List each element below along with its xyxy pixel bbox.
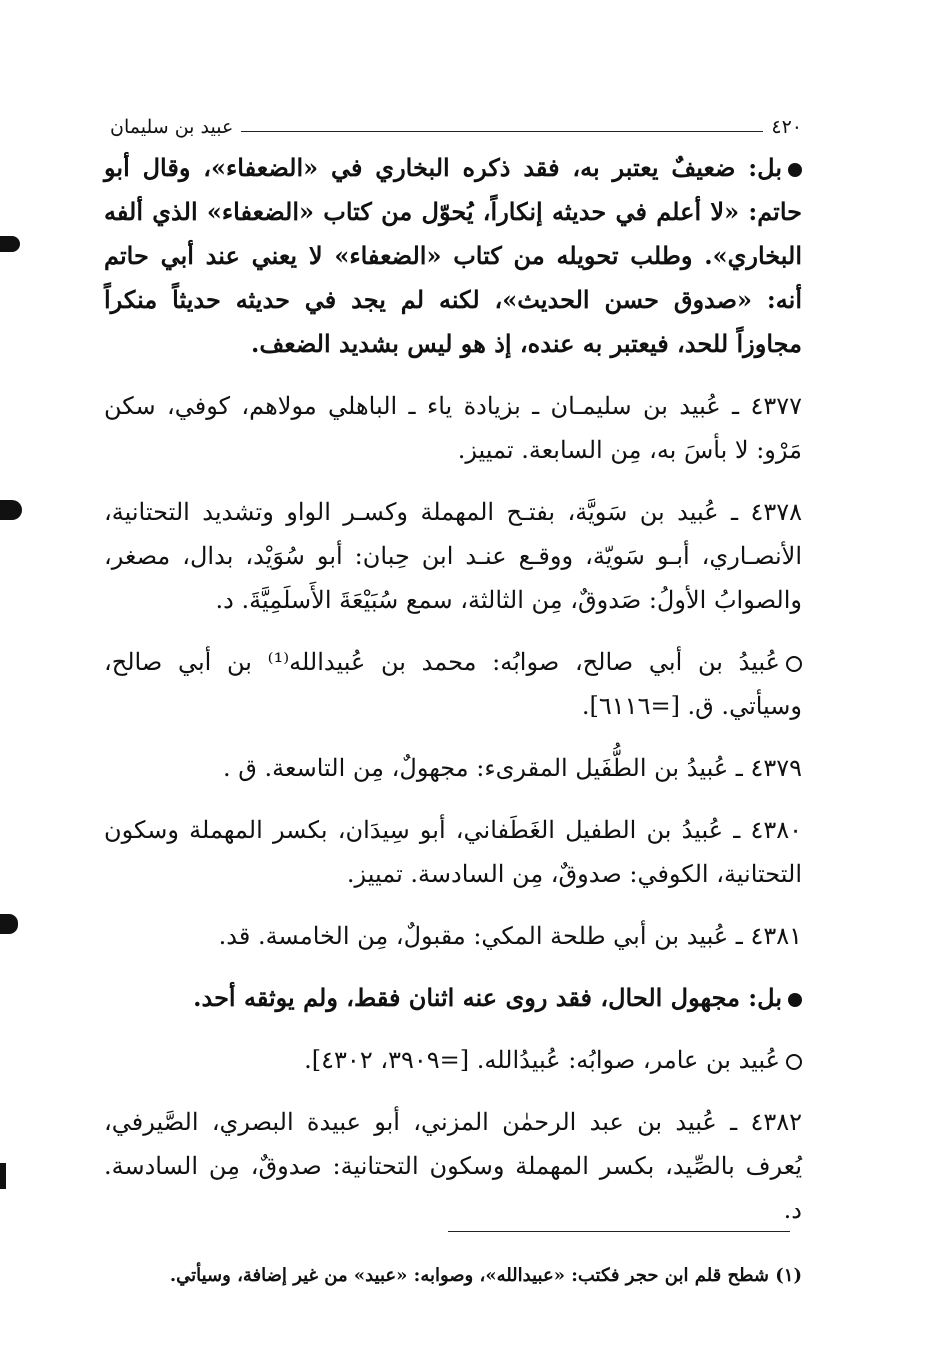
- footnote-rule: [448, 1231, 790, 1232]
- paragraph-bal-2: بل: مجهول الحال، فقد روى عنه اثنان فقط، ولم يوثقه أحد.: [104, 976, 802, 1020]
- main-text: [104, 146, 802, 1250]
- bullet-ring-icon: [786, 656, 802, 672]
- entry-4381: ٤٣٨١ ـ عُبيد بن أبي طلحة المكي: مقبولٌ، مِن الخامسة. قد.: [218, 922, 802, 950]
- entry-4377: ٤٣٧٧ ـ عُبيد بن سليمـان ـ بزيادة ياء ـ الباهلي مولاهم، كوفي، سكن مَرْو: لا بأسَ به، مِن السابعة. تمييز.: [104, 392, 802, 464]
- bullet-dot-icon: [788, 993, 802, 1007]
- scan-edge-mark: [0, 500, 22, 520]
- bullet-dot-icon: [788, 163, 802, 177]
- scan-edge-mark: [0, 236, 20, 252]
- running-header: [110, 108, 802, 138]
- entry-4380: ٤٣٨٠ ـ عُبيدُ بن الطفيل الغَطَفاني، أبو سِيدَان، بكسر المهملة وسكون التحتانية، الكوفي: صدوقٌ، مِن السادسة. تمييز.: [104, 816, 802, 888]
- bullet-ring-icon: [786, 1054, 802, 1070]
- entry-4382: ٤٣٨٢ ـ عُبيد بن عبد الرحمٰن المزني، أبو عبيدة البصري، الصَّيرفي، يُعرف بالصِّيد، بكسر المهملة وسكون التحتانية: صدوقٌ، مِن السادسة. د.: [104, 1108, 803, 1224]
- paragraph-bal-1: بل: ضعيفٌ يعتبر به، فقد ذكره البخاري في «الضعفاء»، وقال أبو حاتم: «لا أعلم في حديثه إنكاراً، يُحوّل من كتاب «الضعفاء» الذي ألفه البخاري». وطلب تحويله من كتاب «الضعفاء» لا يعني عند أبي حاتم أنه: «صدوق حسن الحديث»، لكنه لم يجد في حديثه حديثاً منكراً مجاوزاً للحد، فيعتبر به عنده، إذ هو ليس بشديد الضعف.: [104, 153, 803, 358]
- running-title: عبيد بن سليمان: [110, 116, 234, 138]
- page-number: ٤٢٠: [771, 116, 802, 138]
- scan-edge-mark: [0, 914, 18, 934]
- header-rule: [241, 131, 763, 132]
- entry-ubaid-abi-salih: عُبيدُ بن أبي صالح، صوابُه: محمد بن عُبيدالله⁽¹⁾ بن أبي صالح، وسيأتي. ق. [=٦١١٦].: [104, 648, 802, 720]
- entry-4379: ٤٣٧٩ ـ عُبيدُ بن الطُّفَيل المقرىء: مجهولٌ، مِن التاسعة. ق .: [223, 754, 802, 782]
- entry-4378: ٤٣٧٨ ـ عُبيد بن سَويَّة، بفتـح المهملة وكسـر الواو وتشديد التحتانية، الأنصـاري، أبـو سَويّة، ووقـع عنـد ابن حِبان: أبو سُوَيْد، بدال، مصغر، والصوابُ الأولُ: صَدوقٌ، مِن الثالثة، سمع سُبَيْعَةَ الأَسلَمِيَّةَ. د.: [104, 498, 802, 614]
- entry-ubaid-amir: عُبيد بن عامر، صوابُه: عُبيدُالله. [=٣٩٠٩، ٤٣٠٢].: [104, 1038, 802, 1082]
- footnote: (١) شطح قلم ابن حجر فكتب: «عبيدالله»، وصوابه: «عبيد» من غير إضافة، وسيأتي.: [169, 1265, 802, 1286]
- scan-edge-mark: [0, 1163, 6, 1189]
